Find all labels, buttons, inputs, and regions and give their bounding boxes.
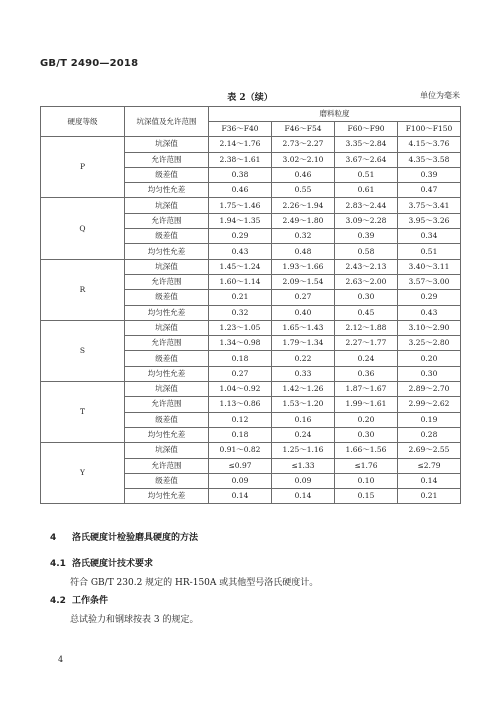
metric-label-cell: 级差值: [125, 290, 209, 305]
value-cell: 0.18: [209, 351, 272, 366]
value-cell: ≤0.97: [209, 458, 272, 473]
value-cell: 3.02～2.10: [272, 152, 335, 167]
value-cell: 0.46: [209, 183, 272, 198]
value-cell: 0.21: [398, 489, 461, 504]
value-cell: 0.14: [272, 489, 335, 504]
value-cell: 2.14～1.76: [209, 137, 272, 152]
metric-label-cell: 坑深值: [125, 198, 209, 213]
value-cell: 1.94～1.35: [209, 213, 272, 228]
value-cell: 2.83～2.44: [335, 198, 398, 213]
metric-label-cell: 坑深值: [125, 382, 209, 397]
value-cell: 2.69～2.55: [398, 443, 461, 458]
value-cell: 1.93～1.66: [272, 259, 335, 274]
value-cell: ≤1.33: [272, 458, 335, 473]
value-cell: 0.34: [398, 229, 461, 244]
value-cell: 2.73～2.27: [272, 137, 335, 152]
value-cell: 0.39: [335, 229, 398, 244]
value-cell: 2.43～2.13: [335, 259, 398, 274]
value-cell: 1.87～1.67: [335, 382, 398, 397]
value-cell: 0.27: [209, 366, 272, 381]
value-cell: 0.21: [209, 290, 272, 305]
table-body: [41, 137, 461, 504]
value-cell: 0.24: [335, 351, 398, 366]
value-cell: 2.12～1.88: [335, 320, 398, 335]
value-cell: 1.25～1.16: [272, 443, 335, 458]
value-cell: 0.30: [335, 290, 398, 305]
metric-label-cell: 允许范围: [125, 336, 209, 351]
table-row: [41, 259, 461, 274]
value-cell: ≤2.79: [398, 458, 461, 473]
value-cell: 0.43: [209, 244, 272, 259]
metric-label-cell: 均匀性允差: [125, 305, 209, 320]
standard-id: GB/T 2490—2018: [40, 58, 139, 69]
metric-label-cell: 允许范围: [125, 274, 209, 289]
metric-label-cell: 均匀性允差: [125, 427, 209, 442]
section-4-1-text: 符合 GB/T 230.2 规定的 HR-150A 或其他型号洛氏硬度计。: [70, 578, 319, 588]
metric-label-cell: 坑深值: [125, 320, 209, 335]
value-cell: 0.51: [398, 244, 461, 259]
value-cell: 0.36: [335, 366, 398, 381]
table-row: [41, 137, 461, 152]
value-cell: 0.55: [272, 183, 335, 198]
section-4-1-heading: [50, 556, 153, 569]
grade-cell: T: [41, 382, 125, 443]
section-4-title: 洛氏硬度计检验磨具硬度的方法: [72, 533, 199, 543]
grade-cell: Y: [41, 443, 125, 504]
value-cell: 3.10～2.90: [398, 320, 461, 335]
metric-label-cell: 级差值: [125, 351, 209, 366]
value-cell: 0.61: [335, 183, 398, 198]
section-4-2-number: 4.2: [50, 596, 66, 606]
value-cell: 0.43: [398, 305, 461, 320]
header-metric: 坑深值及允许范围: [125, 107, 209, 137]
value-cell: 2.63～2.00: [335, 274, 398, 289]
table-caption: [40, 90, 460, 104]
value-cell: 2.49～1.80: [272, 213, 335, 228]
grade-cell: R: [41, 259, 125, 320]
value-cell: 2.27～1.77: [335, 336, 398, 351]
value-cell: 0.58: [335, 244, 398, 259]
value-cell: 1.65～1.43: [272, 320, 335, 335]
value-cell: 0.51: [335, 167, 398, 182]
value-cell: 1.45～1.24: [209, 259, 272, 274]
value-cell: 1.66～1.56: [335, 443, 398, 458]
metric-label-cell: 允许范围: [125, 152, 209, 167]
value-cell: 2.09～1.54: [272, 274, 335, 289]
value-cell: 1.13～0.86: [209, 397, 272, 412]
metric-label-cell: 级差值: [125, 167, 209, 182]
value-cell: ≤1.76: [335, 458, 398, 473]
value-cell: 1.99～1.61: [335, 397, 398, 412]
value-cell: 2.38～1.61: [209, 152, 272, 167]
section-4-1-number: 4.1: [50, 559, 66, 569]
value-cell: 3.09～2.28: [335, 213, 398, 228]
value-cell: 0.20: [398, 351, 461, 366]
table-unit: 单位为毫米: [420, 91, 460, 100]
metric-label-cell: 均匀性允差: [125, 366, 209, 381]
value-cell: 0.40: [272, 305, 335, 320]
metric-label-cell: 允许范围: [125, 458, 209, 473]
value-cell: 0.30: [335, 427, 398, 442]
value-cell: 1.79～1.34: [272, 336, 335, 351]
value-cell: 1.53～1.20: [272, 397, 335, 412]
metric-label-cell: 级差值: [125, 229, 209, 244]
section-4-1-title: 洛氏硬度计技术要求: [72, 559, 154, 569]
table-row: [41, 320, 461, 335]
value-cell: 2.89～2.70: [398, 382, 461, 397]
value-cell: 0.09: [272, 473, 335, 488]
table-row: [41, 198, 461, 213]
metric-label-cell: 允许范围: [125, 213, 209, 228]
value-cell: 0.29: [398, 290, 461, 305]
metric-label-cell: 均匀性允差: [125, 489, 209, 504]
hardness-table: [40, 106, 461, 504]
value-cell: 3.57～3.00: [398, 274, 461, 289]
value-cell: 3.25～2.80: [398, 336, 461, 351]
section-4-2-text: 总试验力和钢球按表 3 的规定。: [70, 615, 199, 625]
section-4-number: 4: [50, 533, 57, 543]
value-cell: 0.24: [272, 427, 335, 442]
value-cell: 2.26～1.94: [272, 198, 335, 213]
value-cell: 0.20: [335, 412, 398, 427]
header-size-col: F46～F54: [272, 122, 335, 137]
value-cell: 3.40～3.11: [398, 259, 461, 274]
value-cell: 0.38: [209, 167, 272, 182]
value-cell: 0.29: [209, 229, 272, 244]
value-cell: 0.15: [335, 489, 398, 504]
value-cell: 4.15～3.76: [398, 137, 461, 152]
table-row: [41, 443, 461, 458]
value-cell: 1.42～1.26: [272, 382, 335, 397]
value-cell: 0.14: [398, 473, 461, 488]
value-cell: 0.45: [335, 305, 398, 320]
value-cell: 3.75～3.41: [398, 198, 461, 213]
value-cell: 0.39: [398, 167, 461, 182]
value-cell: 0.18: [209, 427, 272, 442]
header-abrasive-size: 磨料粒度: [209, 107, 461, 122]
section-4-heading: [50, 530, 198, 543]
value-cell: 0.91～0.82: [209, 443, 272, 458]
metric-label-cell: 坑深值: [125, 443, 209, 458]
value-cell: 1.23～1.05: [209, 320, 272, 335]
value-cell: 0.09: [209, 473, 272, 488]
value-cell: 1.34～0.98: [209, 336, 272, 351]
value-cell: 0.33: [272, 366, 335, 381]
value-cell: 1.04～0.92: [209, 382, 272, 397]
value-cell: 0.19: [398, 412, 461, 427]
grade-cell: P: [41, 137, 125, 198]
metric-label-cell: 级差值: [125, 412, 209, 427]
grade-cell: S: [41, 320, 125, 381]
value-cell: 0.47: [398, 183, 461, 198]
header-size-col: F100～F150: [398, 122, 461, 137]
header-size-col: F36～F40: [209, 122, 272, 137]
value-cell: 2.99～2.62: [398, 397, 461, 412]
value-cell: 0.14: [209, 489, 272, 504]
value-cell: 0.46: [272, 167, 335, 182]
metric-label-cell: 坑深值: [125, 137, 209, 152]
section-4-2-title: 工作条件: [72, 596, 109, 606]
metric-label-cell: 级差值: [125, 473, 209, 488]
metric-label-cell: 允许范围: [125, 397, 209, 412]
value-cell: 1.60～1.14: [209, 274, 272, 289]
value-cell: 0.28: [398, 427, 461, 442]
grade-cell: Q: [41, 198, 125, 259]
value-cell: 0.12: [209, 412, 272, 427]
value-cell: 0.48: [272, 244, 335, 259]
header-size-col: F60～F90: [335, 122, 398, 137]
table-row: [41, 382, 461, 397]
table-title: 表 2（续）: [227, 93, 273, 103]
metric-label-cell: 坑深值: [125, 259, 209, 274]
value-cell: 0.27: [272, 290, 335, 305]
page-number: 4: [58, 655, 64, 664]
section-4-2-heading: [50, 593, 108, 606]
value-cell: 3.35～2.84: [335, 137, 398, 152]
value-cell: 0.32: [272, 229, 335, 244]
value-cell: 0.10: [335, 473, 398, 488]
metric-label-cell: 均匀性允差: [125, 244, 209, 259]
metric-label-cell: 均匀性允差: [125, 183, 209, 198]
value-cell: 1.75～1.46: [209, 198, 272, 213]
value-cell: 0.30: [398, 366, 461, 381]
value-cell: 4.35～3.58: [398, 152, 461, 167]
value-cell: 3.67～2.64: [335, 152, 398, 167]
value-cell: 3.95～3.26: [398, 213, 461, 228]
value-cell: 0.32: [209, 305, 272, 320]
value-cell: 0.16: [272, 412, 335, 427]
header-grade: 硬度等级: [41, 107, 125, 137]
value-cell: 0.22: [272, 351, 335, 366]
